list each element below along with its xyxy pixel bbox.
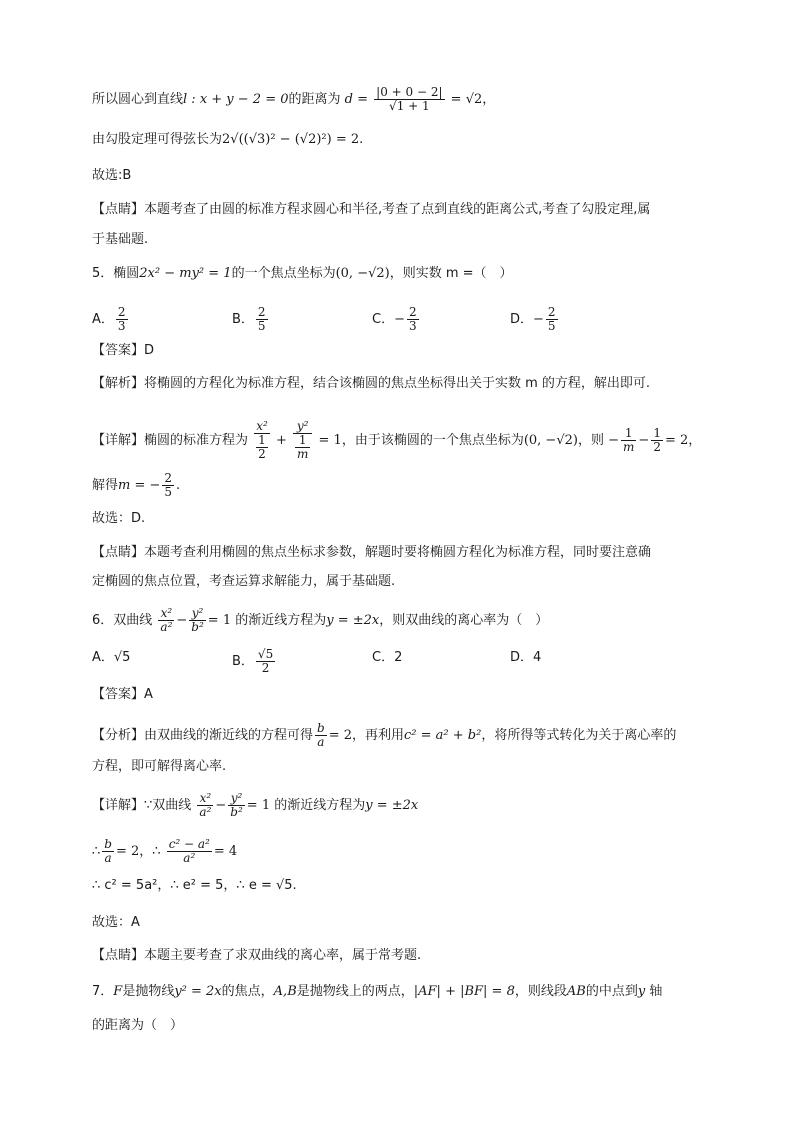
std-eq-y: y² 1 m [293, 420, 312, 461]
line-distance: 所以圆心到直线l : x + y − 2 = 0的距离为 d = $\frac{|0 + 0 - 2|}{√1 + 1}$ = √2， [92, 85, 496, 113]
question-7: 7．F是抛物线y² = 2x的焦点，A,B是抛物线上的两点，|AF| + |BF| = 8，则线段AB的中点到y 轴 [92, 984, 663, 999]
q5-note-2: 定椭圆的焦点位置，考查运算求解能力，属于基础题. [92, 574, 396, 589]
std-eq-x: x² 1 2 [254, 420, 270, 461]
distance-fraction: $\frac{|0 + 0 - 2|}{√1 + 1}$ [376, 85, 443, 113]
q6-detail: 【详解】∵双曲线 $\frac{\text{x²}}{\text{a²}}$ − $\frac{\text{y²}}{\text{b²}}$ = 1 的渐近线方程为y = ±2x [92, 791, 419, 819]
note-line-1: 【点睛】本题考查了由圆的标准方程求圆心和半径,考查了点到直线的距离公式,考查了勾股定理,属 [92, 202, 651, 217]
q5-solution: 解得m = − $\frac{2}{5}$ . [92, 471, 181, 499]
question-7-line-2: 的距离为（ ） [92, 1018, 184, 1033]
q6-analysis-2: 方程，即可解得离心率. [92, 759, 227, 774]
q6-option-b: B． $\frac{√5}{2}$ [232, 647, 274, 675]
q6-note: 【点睛】本题主要考查了求双曲线的离心率，属于常考题. [92, 948, 422, 963]
q6-step-1: ∴ $\frac{b}{a}$ = 2，∴ $\frac{\text{c² − a²}}{\text{a²}}$ = 4 [92, 837, 238, 865]
q6-step-2: ∴ c² = 5a²，∴ e² = 5，∴ e = √5. [92, 878, 297, 893]
question-6: 6．双曲线 $\frac{\text{x²}}{\text{a²}}$ − $\frac{\text{y²}}{\text{b²}}$ = 1 的渐近线方程为y = ±2x，则双曲线的离心率为（ ） [92, 606, 549, 634]
q6-select: 故选：A [92, 915, 140, 930]
q5-select: 故选：D. [92, 511, 146, 526]
q6-option-c: C．2 [372, 650, 403, 665]
q6-option-d: D．4 [510, 650, 542, 665]
question-5: 5．椭圆2x² − my² = 1的一个焦点坐标为(0, −√2)，则实数 m =（ ） [92, 266, 513, 281]
option-d: D．− $\frac{2}{5}$ [510, 305, 556, 333]
q6-analysis: 【分析】由双曲线的渐近线的方程可得 $\frac{b}{a}$ = 2，再利用c² = a² + b²，将所得等式转化为关于离心率的 [92, 721, 677, 749]
line-select-b: 故选:B [92, 168, 132, 183]
option-c: C．− $\frac{2}{3}$ [372, 305, 417, 333]
note-line-2: 于基础题. [92, 232, 149, 247]
q5-detail: 【详解】椭圆的标准方程为 x² 1 2 + y² 1 m = 1，由于该椭圆的一个焦点坐标为(0, −√2)，则 − $\frac{1}{m}$ − $\frac{1}{2}$ = 2， [92, 419, 702, 461]
line-chord: 由勾股定理可得弦长为2√((√3)² − (√2)²) = 2. [92, 132, 364, 147]
q5-analysis: 【解析】将椭圆的方程化为标准方程，结合该椭圆的焦点坐标得出关于实数 m 的方程，解出即可. [92, 376, 651, 391]
q6-answer: 【答案】A [92, 687, 153, 702]
option-a: A． $\frac{2}{3}$ [92, 305, 126, 333]
option-b: B． $\frac{2}{5}$ [232, 305, 266, 333]
q5-answer: 【答案】D [92, 343, 155, 358]
q6-option-a: A．√5 [92, 650, 131, 665]
q5-note-1: 【点睛】本题考查利用椭圆的焦点坐标求参数，解题时要将椭圆方程化为标准方程，同时要注意确 [92, 545, 652, 560]
